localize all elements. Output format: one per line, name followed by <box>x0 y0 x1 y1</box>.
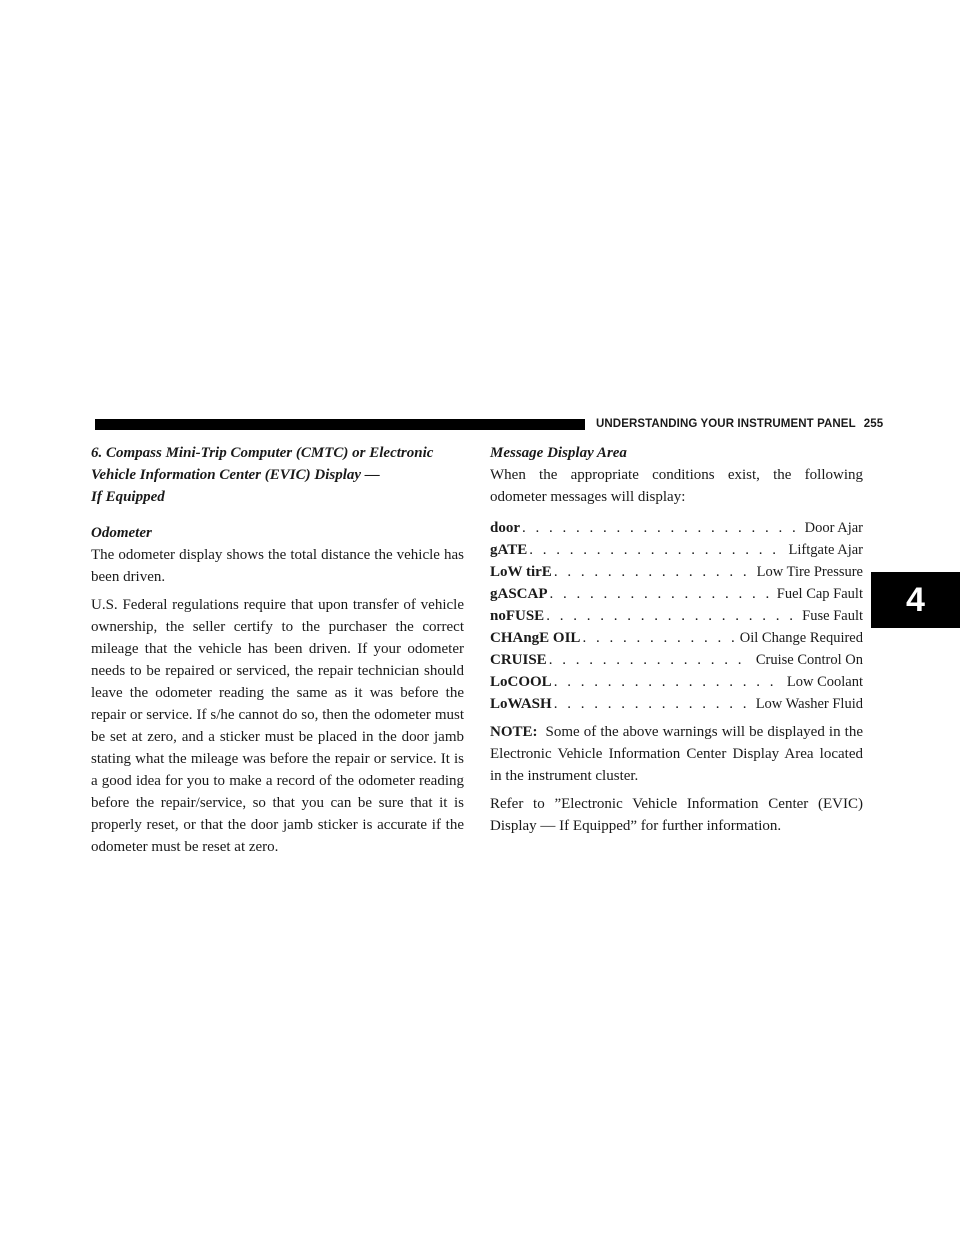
leader-dots <box>554 561 753 583</box>
message-intro: When the appropriate conditions exist, the following odometer messages will display: <box>490 467 863 505</box>
leader-dots <box>529 539 784 561</box>
leader-dots <box>554 671 783 693</box>
message-row <box>490 539 863 561</box>
section-heading-line: If Equipped <box>91 489 165 505</box>
message-description: Cruise Control On <box>755 652 863 668</box>
odometer-paragraph: The odometer display shows the total distance the vehicle has been driven. <box>91 547 464 585</box>
right-column <box>490 442 863 837</box>
leader-dots <box>522 517 801 539</box>
odometer-heading: Odometer <box>91 525 152 541</box>
leader-dots <box>550 583 773 605</box>
message-description: Low Washer Fluid <box>755 696 863 712</box>
message-code: LoWASH <box>490 696 552 712</box>
leader-dots <box>582 627 735 649</box>
refer-paragraph: Refer to ”Electronic Vehicle Information Center (EVIC) Display — If Equipped” for further information. <box>490 796 863 834</box>
message-code: gASCAP <box>490 586 548 602</box>
message-description: Oil Change Required <box>739 630 863 646</box>
section-heading <box>91 442 464 508</box>
leader-dots <box>546 605 798 627</box>
note-label: NOTE: <box>490 724 538 740</box>
message-code: door <box>490 520 520 536</box>
message-code: noFUSE <box>490 608 545 624</box>
message-description: Low Coolant <box>786 674 863 690</box>
message-display-heading: Message Display Area <box>490 445 627 461</box>
message-description: Liftgate Ajar <box>788 542 863 558</box>
message-description: Fuse Fault <box>802 608 863 624</box>
chapter-tab: 4 <box>871 572 960 628</box>
message-row <box>490 649 863 671</box>
page-number: 255 <box>863 418 884 430</box>
message-code: CRUISE <box>490 652 547 668</box>
message-row <box>490 583 863 605</box>
message-code: LoW tirE <box>490 564 552 580</box>
regulation-paragraph: U.S. Federal regulations require that upon transfer of vehicle ownership, the seller certify to the purchaser the correct mileage that the vehicle has been driven. If your odometer needs to be repaired or serviced, the repair technician should leave the odometer reading the same as it was before the repair or service. If s/he cannot do so, then the odometer must be set at zero, and a sticker must be placed in the door jamb stating what the mileage was before the repair or service. It is a good idea for you to make a record of the odometer reading before the repair/service, so that you can be sure that it is properly reset, or that the door jamb sticker is accurate if the odometer must be reset at zero. <box>91 597 464 855</box>
note-paragraph <box>490 721 863 787</box>
message-code: gATE <box>490 542 528 558</box>
running-header <box>596 418 884 434</box>
section-heading-line: Vehicle Information Center (EVIC) Display — <box>91 467 380 483</box>
message-list <box>490 517 863 715</box>
message-code: LoCOOL <box>490 674 552 690</box>
note-text: Some of the above warnings will be displayed in the Electronic Vehicle Information Center Display Area located in the instrument cluster. <box>490 724 863 784</box>
message-code: CHAngE OIL <box>490 630 581 646</box>
message-description: Door Ajar <box>804 520 863 536</box>
running-header-title: UNDERSTANDING YOUR INSTRUMENT PANEL <box>596 418 856 430</box>
message-row <box>490 605 863 627</box>
message-row <box>490 671 863 693</box>
message-description: Low Tire Pressure <box>756 564 863 580</box>
left-column <box>91 442 464 858</box>
message-row <box>490 517 863 539</box>
section-heading-line: 6. Compass Mini-Trip Computer (CMTC) or Electronic <box>91 445 434 461</box>
leader-dots <box>554 693 752 715</box>
header-rule <box>95 419 585 430</box>
message-row <box>490 693 863 715</box>
leader-dots <box>549 649 752 671</box>
message-row <box>490 627 863 649</box>
message-row <box>490 561 863 583</box>
message-description: Fuel Cap Fault <box>776 586 863 602</box>
